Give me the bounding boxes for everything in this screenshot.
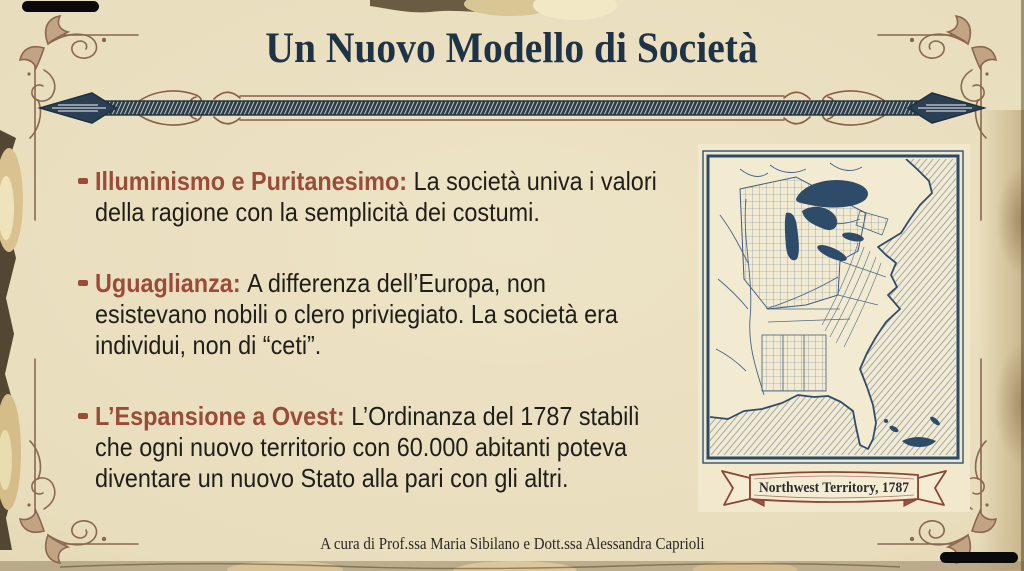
bullet-line: L’Espansione a Ovest: L’Ordinanza del 1787 stabilì — [95, 401, 640, 431]
bullet-dash-icon — [78, 280, 88, 286]
bullet-text — [95, 268, 738, 361]
ornamental-divider — [36, 86, 988, 130]
bullet-line: della ragione con la semplicità dei costumi. — [95, 197, 540, 227]
map-caption: Northwest Territory, 1787 — [759, 480, 910, 496]
bullet-line: esistevano nobili o clero priviegiato. La società era — [95, 299, 618, 329]
bullet-dash-icon — [78, 178, 88, 184]
bullet-line: Uguaglianza: A differenza dell’Europa, non — [95, 268, 546, 298]
footer-credit: A cura di Prof.ssa Maria Sibilano e Dott.ssa Alessandra Caprioli — [319, 534, 705, 553]
torn-edge-top — [370, 0, 670, 22]
bullet-line: diventare un nuovo Stato alla pari con gli altri. — [95, 463, 569, 493]
bullet-item — [78, 401, 738, 494]
map-caption-banner — [722, 471, 946, 506]
bullet-list — [78, 166, 738, 534]
bullet-line: Illuminismo e Puritanesimo: La società univa i valori — [95, 166, 657, 196]
page-title: Un Nuovo Modello di Società — [265, 25, 759, 72]
bullet-line: individui, non di “ceti”. — [95, 330, 322, 360]
bullet-item — [78, 166, 738, 228]
bullet-text — [95, 401, 738, 494]
bullet-head: L’Espansione a Ovest: — [95, 401, 352, 431]
bullet-item — [78, 268, 738, 361]
redaction-pill-top-left — [22, 1, 99, 12]
bullet-dash-icon — [78, 413, 88, 419]
bullet-text — [95, 166, 738, 228]
bullet-line: che ogni nuovo territorio con 60.000 abitanti poteva — [95, 432, 628, 462]
bullet-head: Illuminismo e Puritanesimo: — [95, 166, 414, 196]
bullet-head: Uguaglianza: — [95, 268, 248, 298]
map-figure — [698, 144, 970, 512]
